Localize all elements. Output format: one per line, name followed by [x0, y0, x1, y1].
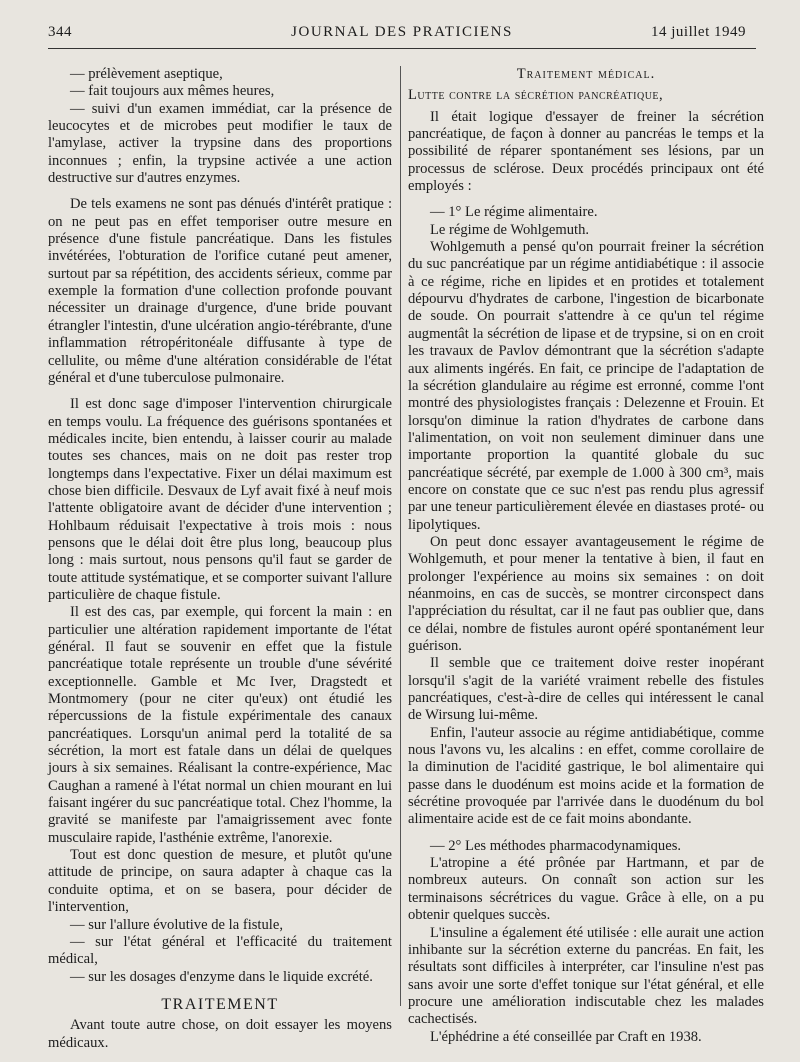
paragraph: Avant toute autre chose, on doit essayer les moyens médicaux. — [48, 1017, 392, 1051]
paragraph: Tout est donc question de mesure, et plutôt qu'une attitude de principe, on saura adapter à chaque cas la conduite optima, et on se basera, pour décider de l'intervention, — [48, 847, 392, 916]
left-column — [48, 66, 392, 1052]
paragraph: De tels examens ne sont pas dénués d'intérêt pratique : on ne peut pas en effet temporiser outre mesure en présence d'une fistule pancréatique. Dans les fistules invétérées, l'obturation de l'orifice cutané peut amener, surtout par sa répétition, des accidents sérieux, comme par exemple la formation d'une collection profonde pouvant nécessiter un drainage d'urgence, d'une bride pouvant étrangler l'intestin, d'une ulcération angio-térébrante, d'une inflammation rétropéritonéale diffusante à type de cellulite, ou même d'une altération considérable de l'état général et d'une tuberculose pulmonaire. — [48, 196, 392, 386]
subsection-heading: Lutte contre la sécrétion pancréatique, — [408, 87, 664, 104]
paragraph: Il était logique d'essayer de freiner la sécrétion pancréatique, de façon à donner au pancréas le temps et la possibilité de réparer spontanément ses lésions, par un processus de sclérose. Deux procédés principaux ont été employés : — [408, 108, 764, 195]
page-header — [48, 20, 756, 49]
issue-date: 14 juillet 1949 — [651, 24, 746, 40]
paragraph: — fait toujours aux mêmes heures, — [70, 83, 275, 100]
subsection-title: Le régime de Wohlgemuth. — [430, 221, 590, 238]
section-heading: TRAITEMENT — [161, 995, 279, 1013]
paragraph: — sur l'allure évolutive de la fistule, — [70, 916, 283, 933]
paragraph: — sur l'état général et l'efficacité du traitement médical, — [48, 933, 392, 968]
paragraph: L'insuline a également été utilisée : elle aurait une action inhibante sur la sécrétion externe du pancréas. En fait, les résultats sont difficiles à interpréter, car l'insuline n'est pas sans avoir une sorte d'effet tonique sur l'état général, et elle procure une amélioration indiscutable chez les malades cachectisés. — [408, 924, 764, 1028]
right-column — [408, 66, 764, 1046]
page-number: 344 — [48, 24, 72, 40]
paragraph: — suivi d'un examen immédiat, car la présence de leucocytes et de microbes peut modifier le taux de l'amylase, activer la trypsine dans des proportions inconnues ; enfin, la trypsine activée a une action destructive sur d'autres enzymes. — [48, 100, 392, 187]
column-divider — [400, 66, 401, 1006]
paragraph: L'éphédrine a été conseillée par Craft en 1938. — [430, 1028, 702, 1045]
paragraph: L'atropine a été prônée par Hartmann, et par de nombreux auteurs. On connaît son action sur les terminaisons sécrétrices du vague. Grâce à elle, on a pu obtenir quelques succès. — [408, 855, 764, 924]
paragraph: Wohlgemuth a pensé qu'on pourrait freiner la sécrétion du suc pancréatique par un régime antidiabétique : il associe à ce régime, riche en lipides et en protides et totalement dépourvu d'hydrates de carbone, l'ingestion de bicarbonate de soude. On pourrait s'attendre à ce qu'un tel régime augmentât la sécrétion de lipase et de trypsine, si on en croit les travaux de Pavlov démontrant que la sécrétion s'adapte aux aliments ingérés. En fait, ce principe de l'adaptation de la sécrétion glandulaire au régime est erronné, comme l'ont montré des physiologistes français : Delezenne et Frouin. Et lorsqu'on diminue la ration d'hydrates de carbone dans l'alimentation, on voit non seulement diminuer dans une importante proportion la quantité globale du suc pancréatique sécrété, par exemple de 1.000 à 300 cm³, mais encore on constate que ce suc n'est pas rendu plus agressif par une teneur particulièrement élevée en diastases proté- ou lipolytiques. — [408, 239, 764, 533]
paragraph: On peut donc essayer avantageusement le régime de Wohlgemuth, et pour mener la tentative à bien, il faut en prolonger l'expérience au moins six semaines : on doit néanmoins, en cas de succès, se montrer circonspect dans l'appréciation du résultat, car il ne faut pas oublier que, dans ce délai, nombre de fistules auront opéré spontanément leur guérison. — [408, 533, 764, 654]
subsection-title: — 1° Le régime alimentaire. — [430, 204, 598, 221]
paragraph: Il semble que ce traitement doive rester inopérant lorsqu'il s'agit de la variété vraiment rebelle des fistules pancréatiques, c'est-à-dire de celles qui intéressent le canal de Wirsung lui-même. — [408, 655, 764, 724]
paragraph: — prélèvement aseptique, — [70, 66, 223, 82]
paragraph: Il est des cas, par exemple, qui forcent la main : en particulier une altération rapidement importante de l'état général. Il faut se souvenir en effet que la fistule pancréatique totale représente un trouble d'une sévérité exceptionnelle. Gamble et Mc Iver, Dragstedt et Montmomery (pour ne citer qu'eux) ont étudié les répercussions de la fistule expérimentale des canaux pancréatiques. Lorsqu'un animal perd la totalité de sa sécrétion, la mort est fatale dans un délai de quelques jours à six semaines. Réalisant la contre-expérience, Mac Caughan a ramené à l'état normal un chien mourant en lui faisant ingérer du suc pancréatique total. Chez l'homme, la gravité se manifeste par l'amaigrissement avec fonte musculaire rapide, l'asthénie extrême, l'anorexie. — [48, 604, 392, 846]
paragraph: Enfin, l'auteur associe au régime antidiabétique, comme nous l'avons vu, les alcalins : en effet, comme corollaire de la diminution de l'acidité gastrique, le bol alimentaire qui passe dans le duodénum est moins acide et la formation de sécrétine provoquée par l'arrivée dans le duodénum du bol alimentaire acide est de ce fait moins abondante. — [408, 724, 764, 828]
paragraph: — sur les dosages d'enzyme dans le liquide excrété. — [70, 968, 373, 985]
journal-title: JOURNAL DES PRATICIENS — [291, 24, 513, 40]
subsection-title: — 2° Les méthodes pharmacodynamiques. — [430, 837, 682, 854]
section-heading: Traitement médical. — [516, 66, 656, 82]
paragraph: Il est donc sage d'imposer l'intervention chirurgicale en temps voulu. La fréquence des guérisons spontanées et médicales incite, bien entendu, à laisser courir au malade toutes ses chances, mais on ne doit pas rester trop longtemps dans l'expectative. Fixer un délai maximum est chose bien difficile. Desvaux de Lyf avait fixé à neuf mois l'attente obligatoire avant de décider d'une intervention ; Hohlbaum réduisait l'expectative à trois mois : nous pensons que le délai doit être plus long, beaucoup plus long : mais surtout, nous pensons qu'il faut se garder de toute attitude systématique, et se comporter suivant l'allure particulière de chaque fistule. — [48, 396, 392, 603]
